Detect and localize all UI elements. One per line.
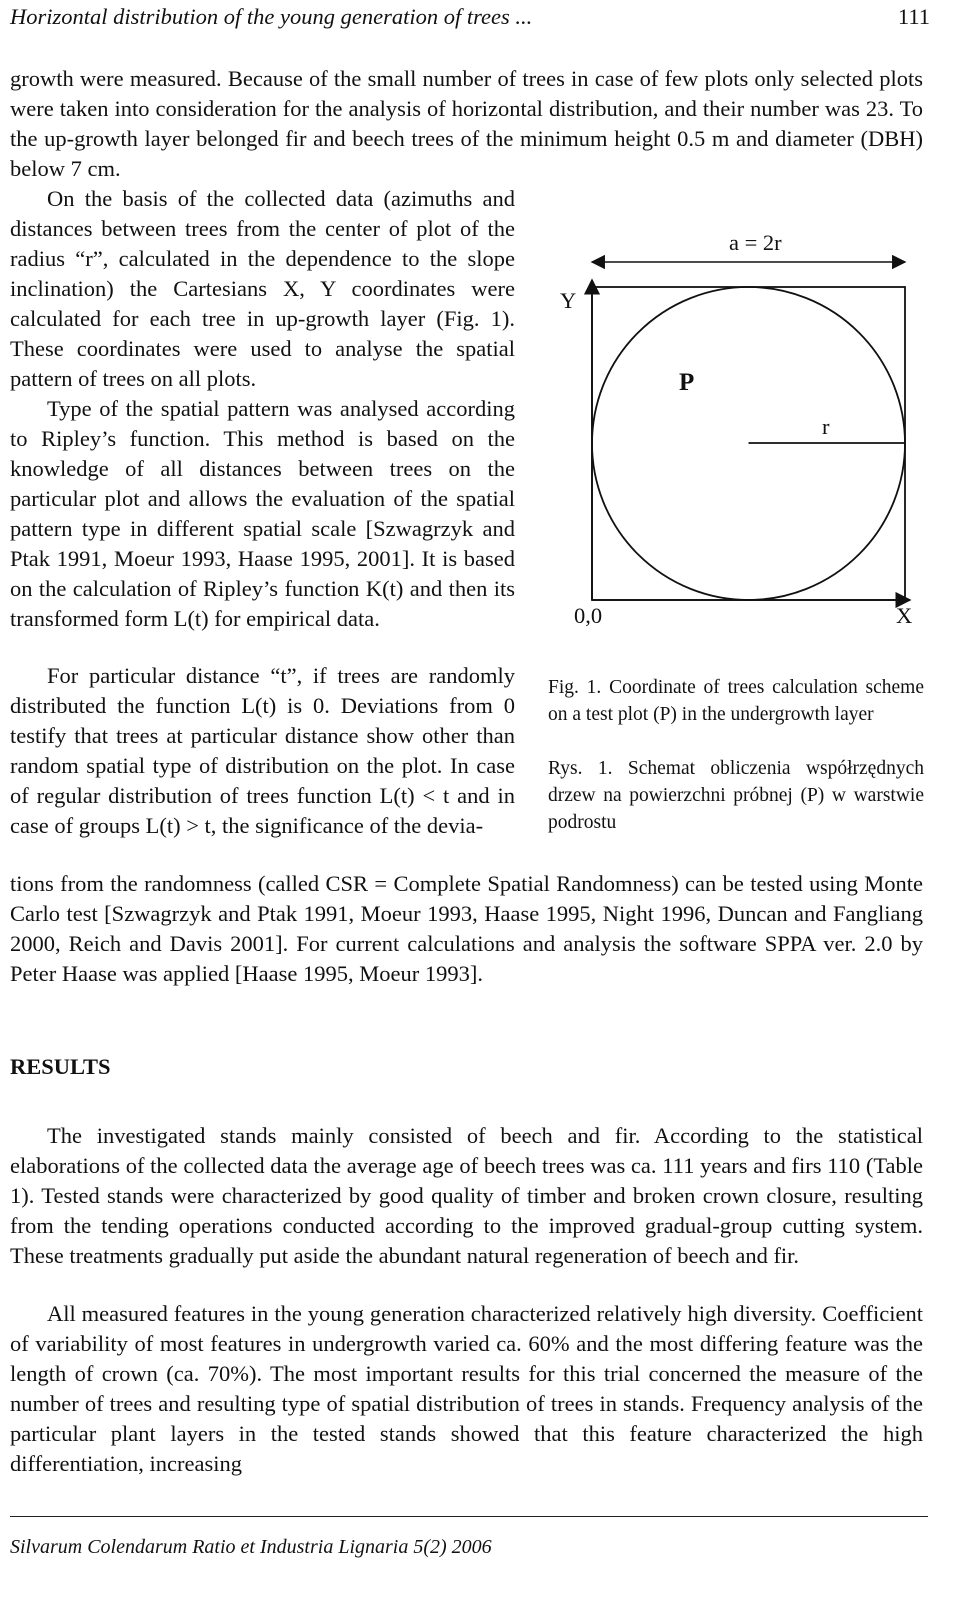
- page-number: 111: [897, 4, 930, 29]
- paragraph-results-2: All measured features in the young generation characterized relatively high diversity. Coefficient of variability of most features in undergrowth varied ca. 60% and the most differing feature was the length of crown (ca. 70%). The most important results for this trial concerned the measure of the number of trees and resulting type of spatial distribution of trees in stands. Frequency analysis of the particular plant layers in the tested stands showed that this feature characterized the high differentiation, increasing: [10, 1301, 923, 1476]
- figure-caption-polish: Rys. 1. Schemat obliczenia współrzędnych drzew na powierzchni próbnej (P) w warstwie podrostu: [548, 758, 924, 833]
- y-axis-label: Y: [560, 288, 577, 313]
- figure-coordinate-scheme: [548, 222, 938, 642]
- side-length-label: a = 2r: [729, 230, 782, 255]
- paragraph-results-1: The investigated stands mainly consisted of beech and fir. According to the statistical elaborations of the collected data the average age of beech trees was ca. 111 years and firs 110 (Table 1). Tested stands were characterized by good quality of timber and broken crown closure, resulting from the tending operations conducted according to the improved gradual-group cutting system. These treatments gradually put aside the abundant natural regeneration of beech and fir.: [10, 1123, 923, 1268]
- paragraph-distance-narrow: For particular distance “t”, if trees are randomly distributed the function L(t) is 0. Deviations from 0 testify that trees at particular distance show other than random spatial type of distribution on the plot. In case of regular distribution of trees function L(t) < t and in case of groups L(t) > t, the significance of the devia-: [10, 663, 515, 838]
- plot-label: P: [679, 369, 695, 396]
- paragraph-distance-continued: tions from the randomness (called CSR = Complete Spatial Randomness) can be tested using Monte Carlo test [Szwagrzyk and Ptak 1991, Moeur 1993, Haase 1995, Night 1996, Duncan and Fangliang 2000, Reich and Davis 2001]. For current calculations and analysis the software SPPA ver. 2.0 by Peter Haase was applied [Haase 1995, Moeur 1993].: [10, 871, 923, 986]
- journal-footer: Silvarum Colendarum Ratio et Industria Lignaria 5(2) 2006: [10, 1536, 492, 1558]
- paragraph-basis: On the basis of the collected data (azimuths and distances between trees from the center of plot of the radius “r”, calculated in the dependence to the slope inclination) the Cartesians X, Y coordinates were calculated for each tree in up-growth layer (Fig. 1). These coordinates were used to analyse the spatial pattern of trees on all plots.: [10, 186, 515, 391]
- x-axis-label: X: [896, 603, 913, 628]
- radius-label: r: [822, 414, 830, 439]
- running-header: [10, 2, 930, 32]
- paragraph-intro: growth were measured. Because of the small number of trees in case of few plots only selected plots were taken into consideration for the analysis of horizontal distribution, and their number was 23. To the up-growth layer belonged fir and beech trees of the minimum height 0.5 m and diameter (DBH) below 7 cm.: [10, 66, 923, 181]
- origin-label: 0,0: [574, 603, 603, 628]
- running-title: Horizontal distribution of the young generation of trees ...: [10, 4, 533, 29]
- coordinate-scheme-diagram: [548, 222, 938, 642]
- results-heading: RESULTS: [10, 1054, 111, 1079]
- footer-divider: [10, 1516, 928, 1517]
- figure-caption-english: Fig. 1. Coordinate of trees calculation scheme on a test plot (P) in the undergrowth layer: [548, 677, 924, 725]
- paragraph-ripley: Type of the spatial pattern was analysed according to Ripley’s function. This method is based on the knowledge of all distances between trees on the particular plot and allows the evaluation of the spatial pattern type in different spatial scale [Szwagrzyk and Ptak 1991, Moeur 1993, Haase 1995, 2001]. It is based on the calculation of Ripley’s function K(t) and then its transformed form L(t) for empirical data.: [10, 396, 515, 631]
